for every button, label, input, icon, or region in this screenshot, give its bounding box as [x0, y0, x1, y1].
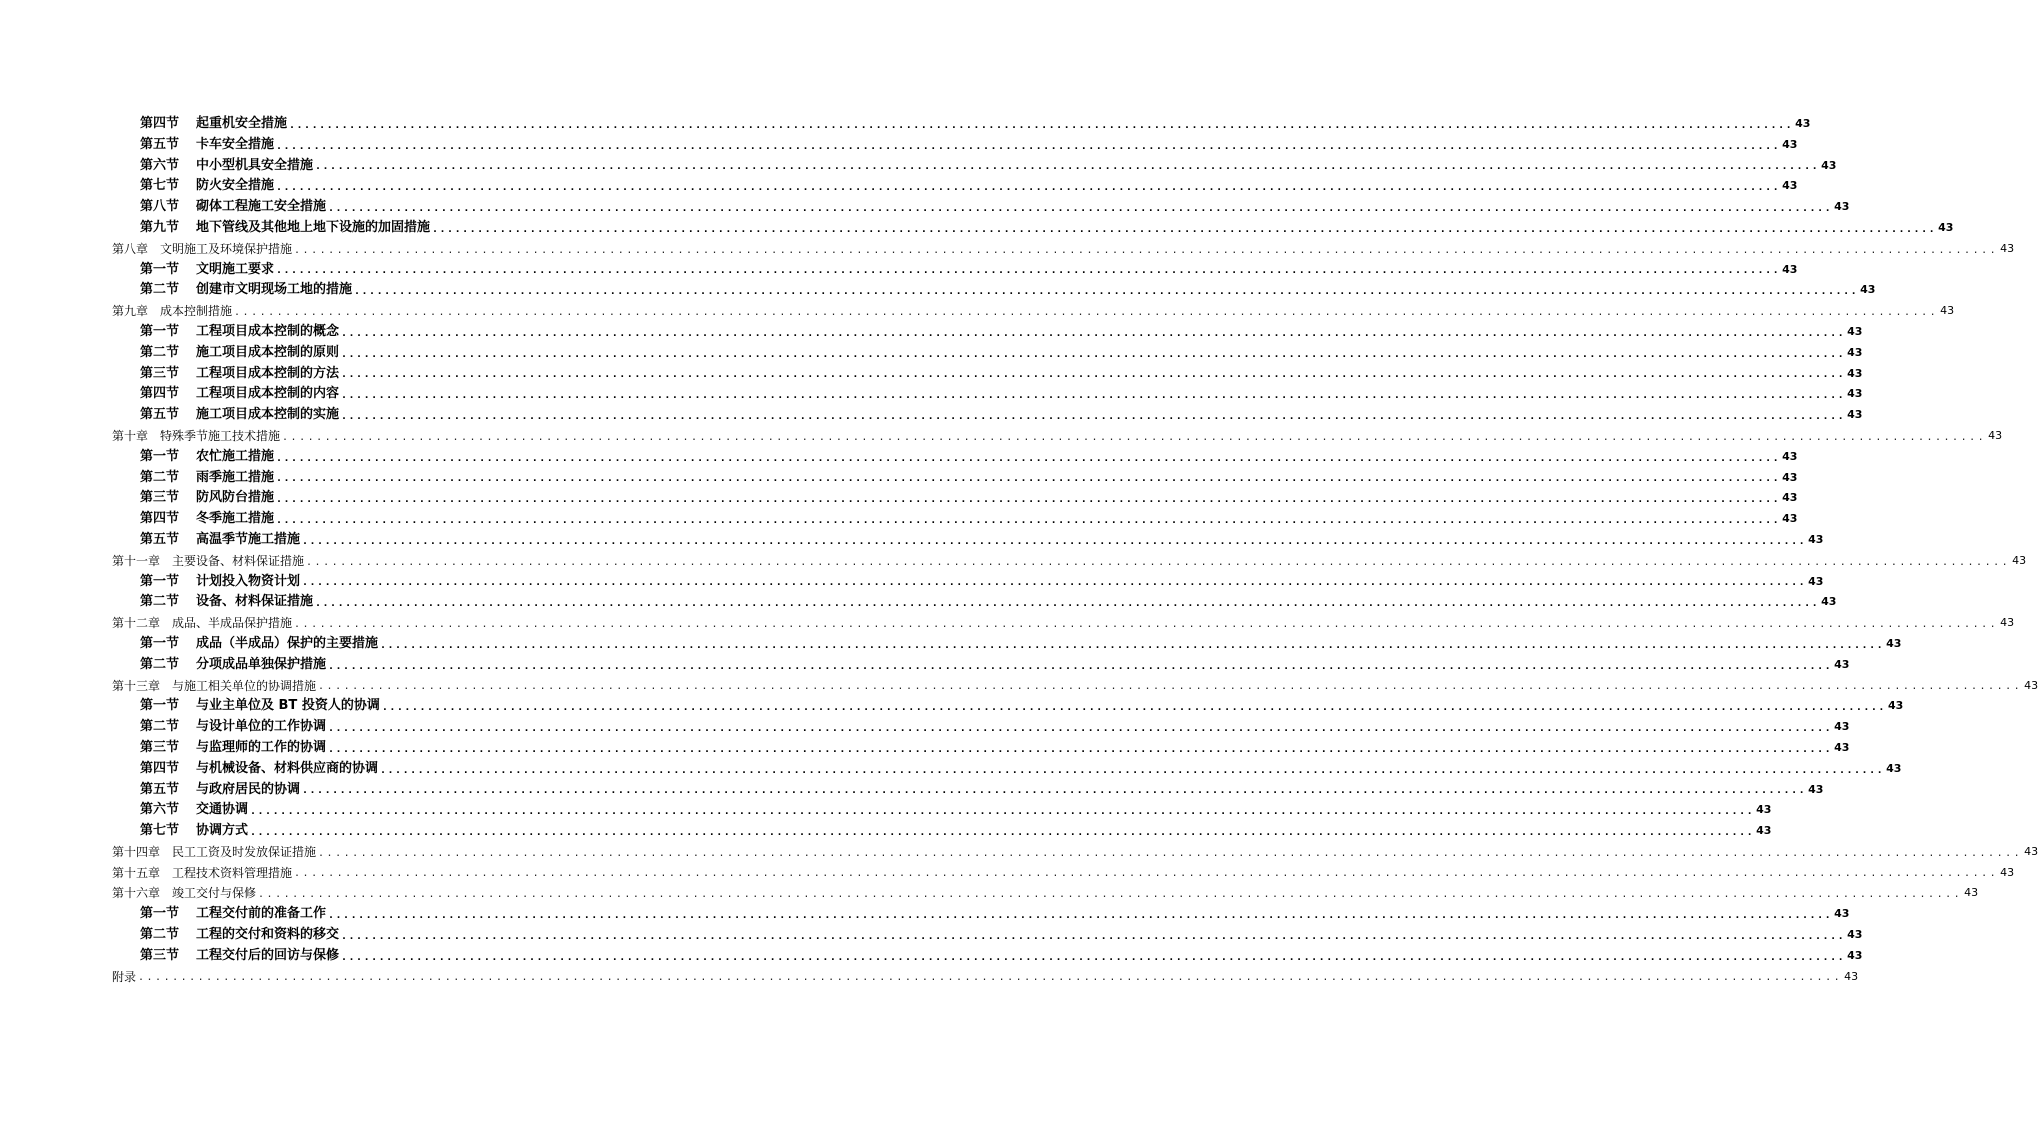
toc-page-number: 43: [2000, 616, 2015, 630]
toc-section-entry[interactable]: [112, 634, 1902, 655]
toc-entry-number: 第二节: [140, 469, 180, 485]
toc-entry-title: 文明施工及环境保护措施: [160, 241, 293, 256]
toc-entry-number: 第一节: [140, 448, 180, 464]
toc-section-entry[interactable]: [112, 717, 1850, 738]
toc-page-number: 43: [1847, 387, 1863, 401]
toc-section-entry[interactable]: [112, 468, 1798, 489]
toc-entry-title: 与监理师的工作的协调: [196, 739, 327, 755]
toc-page-number: 43: [1795, 117, 1811, 130]
toc-page-number: 43: [1847, 366, 1863, 380]
toc-dot-leader: ........................................................................................................................................................................................................: [328, 660, 1833, 672]
toc-section-entry[interactable]: [112, 384, 1863, 405]
toc-page-number: 43: [1782, 179, 1798, 193]
toc-entry-number: 第七节: [140, 823, 180, 839]
toc-dot-leader: ........................................................................................................................................................................................................: [341, 951, 1846, 963]
toc-dot-leader: ........................................................................................................................................................................................................: [234, 306, 1939, 318]
toc-entry-number: 第六节: [140, 157, 180, 173]
toc-entry-number: 第八章: [112, 241, 149, 256]
toc-section-entry[interactable]: [112, 176, 1798, 197]
toc-chapter-entry[interactable]: [112, 967, 1859, 988]
toc-dot-leader: ........................................................................................................................................................................................................: [380, 639, 1885, 651]
toc-section-entry[interactable]: [112, 946, 1863, 967]
toc-section-entry[interactable]: [112, 509, 1798, 530]
toc-page-number: 43: [1834, 740, 1850, 754]
toc-entry-title: 工程交付后的回访与保修: [196, 947, 340, 963]
toc-entry-title: 计划投入物资计划: [196, 573, 301, 589]
toc-entry-title: 与施工相关单位的协调措施: [172, 678, 317, 693]
toc-entry-title: 冬季施工措施: [196, 511, 275, 527]
toc-entry-number: 第三节: [140, 947, 180, 963]
toc-entry-title: 工程交付前的准备工作: [196, 906, 327, 922]
toc-entry-number: 第三节: [140, 490, 180, 506]
toc-dot-leader: ........................................................................................................................................................................................................: [341, 348, 1846, 360]
toc-entry-title: 与政府居民的协调: [196, 781, 301, 797]
toc-dot-leader: ........................................................................................................................................................................................................: [250, 826, 1755, 838]
toc-page-number: 43: [1821, 158, 1837, 172]
toc-entry-number: 第十五章: [112, 865, 161, 880]
toc-page-number: 43: [1886, 636, 1902, 650]
toc-chapter-entry[interactable]: [112, 676, 2038, 697]
toc-entry-number: 第三节: [140, 365, 180, 381]
toc-section-entry[interactable]: [112, 800, 1772, 821]
toc-dot-leader: ........................................................................................................................................................................................................: [302, 785, 1807, 797]
toc-dot-leader: ........................................................................................................................................................................................................: [294, 244, 1999, 256]
toc-entry-title: 附录: [112, 969, 137, 984]
toc-page-number: 43: [2000, 241, 2015, 255]
toc-page-number: 43: [2024, 844, 2038, 858]
toc-entry-number: 第四节: [140, 386, 180, 402]
toc-dot-leader: ........................................................................................................................................................................................................: [341, 369, 1846, 381]
toc-dot-leader: ........................................................................................................................................................................................................: [302, 535, 1807, 547]
toc-dot-leader: ........................................................................................................................................................................................................: [276, 265, 1781, 277]
toc-entry-number: 第三节: [140, 739, 180, 755]
toc-page-number: 43: [1988, 428, 2003, 442]
toc-page-number: 43: [1940, 304, 1955, 318]
toc-page-number: 43: [1886, 761, 1902, 775]
toc-entry-number: 第四节: [140, 116, 180, 131]
toc-page-number: 43: [1844, 969, 1859, 983]
toc-entry-number: 第十章: [112, 428, 149, 443]
toc-entry-title: 防火安全措施: [196, 178, 275, 194]
toc-entry-number: 第四节: [140, 511, 180, 527]
toc-entry-title: 特殊季节施工技术措施: [160, 428, 281, 443]
toc-section-entry[interactable]: [112, 904, 1850, 925]
toc-page-number: 43: [1887, 699, 1904, 713]
toc-entry-title: 施工项目成本控制的原则: [196, 344, 340, 360]
toc-chapter-entry[interactable]: [112, 239, 2015, 260]
toc-chapter-entry[interactable]: [112, 551, 2027, 572]
toc-page-number: 43: [1860, 283, 1876, 297]
toc-page-number: 43: [1834, 200, 1850, 214]
table-of-contents: [112, 114, 2038, 987]
toc-entry-number: 第二节: [140, 344, 180, 360]
toc-page-number: 43: [1847, 324, 1863, 338]
toc-entry-number: 第五节: [140, 531, 180, 547]
toc-dot-leader: ........................................................................................................................................................................................................: [315, 161, 1820, 173]
toc-section-entry[interactable]: [112, 364, 1863, 385]
toc-page-number: 43: [1756, 824, 1772, 838]
toc-section-entry[interactable]: [112, 592, 1837, 613]
toc-dot-leader: ........................................................................................................................................................................................................: [306, 556, 2011, 568]
toc-entry-number: 第九章: [112, 304, 149, 319]
toc-chapter-entry[interactable]: [112, 426, 2003, 447]
toc-page-number: 43: [1964, 886, 1979, 900]
toc-entry-number: 第一节: [140, 573, 180, 589]
toc-dot-leader: ........................................................................................................................................................................................................: [328, 722, 1833, 734]
toc-dot-leader: ........................................................................................................................................................................................................: [354, 286, 1859, 298]
toc-entry-title: 民工工资及时发放保证措施: [172, 844, 317, 859]
toc-entry-number: 第二节: [140, 594, 180, 610]
toc-page-number: 43: [1821, 595, 1837, 609]
toc-entry-title: 起重机安全措施: [196, 116, 288, 131]
toc-dot-leader: ........................................................................................................................................................................................................: [328, 743, 1833, 755]
toc-page-number: 43: [1782, 262, 1798, 276]
toc-entry-title: 创建市文明现场工地的措施: [196, 282, 353, 298]
toc-entry-title: 中小型机具安全措施: [196, 157, 314, 173]
toc-page-number: 43: [1756, 803, 1772, 817]
toc-entry-number: 第二节: [140, 656, 180, 672]
toc-page-number: 43: [1938, 220, 1954, 234]
toc-entry-number: 第一节: [140, 635, 180, 651]
toc-section-entry[interactable]: [112, 343, 1863, 364]
toc-dot-leader: ........................................................................................................................................................................................................: [381, 702, 1886, 714]
toc-page-number: 43: [1847, 948, 1863, 962]
toc-section-entry[interactable]: [112, 260, 1798, 281]
toc-entry-title: 交通协调: [196, 802, 249, 818]
toc-page-number: 43: [1834, 720, 1850, 734]
toc-section-entry[interactable]: [112, 572, 1824, 593]
toc-entry-title: 卡车安全措施: [196, 136, 275, 152]
toc-dot-leader: ........................................................................................................................................................................................................: [380, 764, 1885, 776]
toc-entry-number: 第一节: [140, 261, 180, 277]
toc-dot-leader: ........................................................................................................................................................................................................: [276, 452, 1781, 464]
toc-chapter-entry[interactable]: [112, 883, 1979, 904]
toc-dot-leader: ........................................................................................................................................................................................................: [432, 223, 1937, 235]
toc-chapter-entry[interactable]: [112, 863, 2015, 884]
toc-entry-number: 第一节: [140, 906, 180, 922]
toc-dot-leader: ........................................................................................................................................................................................................: [341, 390, 1846, 402]
toc-entry-title: 防风防台措施: [196, 490, 275, 506]
toc-dot-leader: ........................................................................................................................................................................................................: [318, 681, 2023, 693]
toc-dot-leader: ........................................................................................................................................................................................................: [138, 972, 1843, 984]
toc-page-number: 43: [1847, 408, 1863, 422]
toc-page-number: 43: [1847, 928, 1863, 942]
toc-entry-title: 砌体工程施工安全措施: [196, 199, 327, 215]
toc-dot-leader: ........................................................................................................................................................................................................: [294, 868, 1999, 880]
toc-page-number: 43: [1834, 657, 1850, 671]
toc-entry-number: 第十六章: [112, 886, 161, 901]
toc-dot-leader: ........................................................................................................................................................................................................: [282, 431, 1987, 443]
toc-entry-title: 文明施工要求: [196, 261, 275, 277]
toc-page-number: 43: [1834, 907, 1850, 921]
toc-entry-title: 施工项目成本控制的实施: [196, 407, 340, 423]
toc-entry-number: 第十三章: [112, 678, 161, 693]
toc-dot-leader: ........................................................................................................................................................................................................: [302, 577, 1807, 589]
toc-entry-title: 成品、半成品保护措施: [172, 616, 293, 631]
toc-entry-title: 成本控制措施: [160, 304, 233, 319]
toc-dot-leader: ........................................................................................................................................................................................................: [341, 327, 1846, 339]
toc-dot-leader: ........................................................................................................................................................................................................: [341, 410, 1846, 422]
toc-chapter-entry[interactable]: [112, 613, 2015, 634]
toc-dot-leader: ........................................................................................................................................................................................................: [276, 473, 1781, 485]
toc-section-entry[interactable]: [112, 738, 1850, 759]
toc-entry-title: 工程项目成本控制的方法: [196, 365, 340, 381]
toc-entry-number: 第八节: [140, 199, 180, 215]
toc-section-entry[interactable]: [112, 405, 1863, 426]
toc-section-entry[interactable]: [112, 759, 1902, 780]
toc-page-number: 43: [1847, 345, 1863, 359]
toc-entry-number: 第五节: [140, 407, 180, 423]
toc-section-entry[interactable]: [112, 488, 1798, 509]
toc-entry-title: 高温季节施工措施: [196, 531, 301, 547]
toc-dot-leader: ........................................................................................................................................................................................................: [289, 119, 1794, 131]
toc-section-entry[interactable]: [112, 156, 1837, 177]
toc-page-number: 43: [1782, 470, 1798, 484]
toc-page-number: 43: [1782, 491, 1798, 505]
toc-entry-title: 地下管线及其他地上地下设施的加固措施: [196, 219, 431, 235]
toc-entry-number: 第七节: [140, 178, 180, 194]
toc-page-number: 43: [2024, 678, 2038, 692]
toc-entry-title: 分项成品单独保护措施: [196, 656, 327, 672]
toc-entry-title: 与业主单位及 BT 投资人的协调: [196, 698, 380, 714]
toc-entry-number: 第九节: [140, 219, 180, 235]
toc-page-number: 43: [1808, 532, 1824, 546]
toc-entry-title: 工程的交付和资料的移交: [196, 927, 340, 943]
toc-dot-leader: ........................................................................................................................................................................................................: [328, 202, 1833, 214]
toc-entry-number: 第六节: [140, 802, 180, 818]
toc-section-entry[interactable]: [112, 114, 1811, 135]
toc-page-number: 43: [1808, 782, 1824, 796]
toc-entry-title: 设备、材料保证措施: [196, 594, 314, 610]
toc-dot-leader: ........................................................................................................................................................................................................: [276, 514, 1781, 526]
toc-page-number: 43: [1782, 137, 1798, 151]
toc-page-number: 43: [2000, 865, 2015, 879]
toc-section-entry[interactable]: [112, 135, 1798, 156]
toc-dot-leader: ........................................................................................................................................................................................................: [328, 910, 1833, 922]
toc-entry-title: 成品（半成品）保护的主要措施: [196, 635, 379, 651]
toc-entry-title: 主要设备、材料保证措施: [172, 553, 305, 568]
toc-entry-title: 雨季施工措施: [196, 469, 275, 485]
toc-entry-title: 工程技术资料管理措施: [172, 865, 293, 880]
toc-entry-number: 第一节: [140, 698, 180, 714]
toc-dot-leader: ........................................................................................................................................................................................................: [315, 598, 1820, 610]
toc-page-number: 43: [1808, 574, 1824, 588]
toc-dot-leader: ........................................................................................................................................................................................................: [341, 930, 1846, 942]
toc-entry-number: 第二节: [140, 719, 180, 735]
toc-page-number: 43: [1782, 449, 1798, 463]
toc-entry-number: 第十四章: [112, 844, 161, 859]
toc-entry-title: 竣工交付与保修: [172, 886, 257, 901]
toc-dot-leader: ........................................................................................................................................................................................................: [294, 618, 1999, 630]
toc-entry-title: 工程项目成本控制的概念: [196, 323, 340, 339]
toc-section-entry[interactable]: [112, 696, 1904, 717]
toc-dot-leader: ........................................................................................................................................................................................................: [276, 182, 1781, 194]
toc-entry-number: 第二节: [140, 927, 180, 943]
toc-entry-number: 第一节: [140, 323, 180, 339]
toc-section-entry[interactable]: [112, 530, 1824, 551]
toc-section-entry[interactable]: [112, 197, 1850, 218]
toc-entry-number: 第十一章: [112, 553, 161, 568]
toc-page-number: 43: [1782, 512, 1798, 526]
toc-entry-title: 工程项目成本控制的内容: [196, 386, 340, 402]
toc-entry-number: 第十二章: [112, 616, 161, 631]
toc-entry-number: 第五节: [140, 136, 180, 152]
toc-entry-title: 协调方式: [196, 823, 249, 839]
toc-section-entry[interactable]: [112, 447, 1798, 468]
toc-entry-title: 农忙施工措施: [196, 448, 275, 464]
toc-section-entry[interactable]: [112, 821, 1772, 842]
toc-entry-number: 第五节: [140, 781, 180, 797]
toc-dot-leader: ........................................................................................................................................................................................................: [258, 889, 1963, 901]
toc-page-number: 43: [2012, 553, 2027, 567]
toc-dot-leader: ........................................................................................................................................................................................................: [276, 494, 1781, 506]
toc-section-entry[interactable]: [112, 655, 1850, 676]
toc-entry-title: 与机械设备、材料供应商的协调: [196, 760, 379, 776]
toc-section-entry[interactable]: [112, 925, 1863, 946]
toc-chapter-entry[interactable]: [112, 842, 2038, 863]
toc-dot-leader: ........................................................................................................................................................................................................: [318, 847, 2023, 859]
toc-entry-title: 与设计单位的工作协调: [196, 719, 327, 735]
toc-section-entry[interactable]: [112, 322, 1863, 343]
toc-section-entry[interactable]: [112, 218, 1954, 239]
toc-dot-leader: ........................................................................................................................................................................................................: [250, 806, 1755, 818]
toc-entry-number: 第二节: [140, 282, 180, 298]
toc-entry-number: 第四节: [140, 760, 180, 776]
toc-section-entry[interactable]: [112, 780, 1824, 801]
toc-dot-leader: ........................................................................................................................................................................................................: [276, 140, 1781, 152]
toc-section-entry[interactable]: [112, 280, 1876, 301]
toc-chapter-entry[interactable]: [112, 301, 1955, 322]
